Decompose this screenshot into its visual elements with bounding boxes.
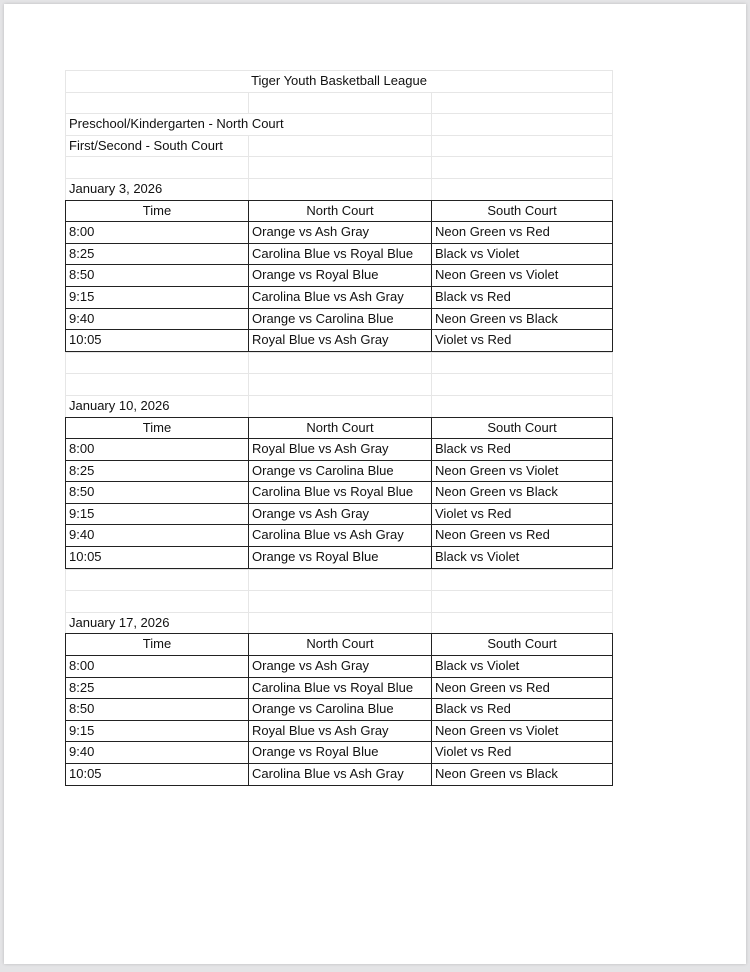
south-court-game: Violet vs Red: [431, 742, 613, 763]
game-time: 9:15: [65, 287, 248, 308]
game-row: [65, 524, 613, 546]
south-court-header: South Court: [431, 418, 613, 439]
court-note-row: [65, 135, 613, 157]
game-row: [65, 546, 613, 569]
game-row: [65, 243, 613, 265]
time-header: Time: [65, 201, 248, 222]
north-court-game: Orange vs Royal Blue: [248, 742, 431, 763]
game-row: [65, 286, 613, 308]
north-court-game: Carolina Blue vs Ash Gray: [248, 764, 431, 785]
game-time: 8:50: [65, 482, 248, 503]
game-time: 9:40: [65, 309, 248, 330]
north-court-game: Orange vs Ash Gray: [248, 504, 431, 525]
blank-row: [65, 352, 613, 374]
north-court-game: Royal Blue vs Ash Gray: [248, 721, 431, 742]
week-date: January 17, 2026: [65, 613, 248, 634]
week-block: [65, 612, 613, 786]
schedule-sheet: [65, 70, 613, 786]
game-time: 10:05: [65, 764, 248, 785]
south-court-game: Neon Green vs Violet: [431, 721, 613, 742]
south-court-game: Black vs Violet: [431, 244, 613, 265]
north-court-game: Orange vs Ash Gray: [248, 656, 431, 677]
game-time: 10:05: [65, 547, 248, 568]
game-row: [65, 329, 613, 352]
court-note: Preschool/Kindergarten - North Court: [65, 114, 431, 135]
game-row: [65, 460, 613, 482]
game-row: [65, 264, 613, 286]
north-court-game: Royal Blue vs Ash Gray: [248, 330, 431, 351]
north-court-game: Carolina Blue vs Royal Blue: [248, 482, 431, 503]
south-court-game: Neon Green vs Red: [431, 678, 613, 699]
blank-row: [65, 373, 613, 395]
south-court-game: Black vs Red: [431, 287, 613, 308]
header-row: [65, 633, 613, 655]
game-row: [65, 308, 613, 330]
game-time: 8:25: [65, 461, 248, 482]
time-header: Time: [65, 418, 248, 439]
north-court-game: Orange vs Carolina Blue: [248, 699, 431, 720]
game-row: [65, 720, 613, 742]
south-court-game: Violet vs Red: [431, 504, 613, 525]
game-row: [65, 698, 613, 720]
north-court-game: Orange vs Carolina Blue: [248, 461, 431, 482]
game-time: 8:00: [65, 222, 248, 243]
south-court-game: Neon Green vs Red: [431, 222, 613, 243]
date-row: [65, 395, 613, 417]
game-row: [65, 503, 613, 525]
game-time: 8:25: [65, 678, 248, 699]
south-court-header: South Court: [431, 634, 613, 655]
week-date: January 10, 2026: [65, 396, 248, 417]
north-court-header: North Court: [248, 634, 431, 655]
game-time: 8:00: [65, 439, 248, 460]
north-court-header: North Court: [248, 201, 431, 222]
north-court-game: Orange vs Ash Gray: [248, 222, 431, 243]
north-court-game: Carolina Blue vs Royal Blue: [248, 678, 431, 699]
south-court-game: Black vs Red: [431, 699, 613, 720]
south-court-game: Neon Green vs Violet: [431, 265, 613, 286]
game-time: 8:50: [65, 699, 248, 720]
north-court-game: Orange vs Carolina Blue: [248, 309, 431, 330]
blank-row: [65, 92, 613, 114]
header-row: [65, 200, 613, 222]
north-court-game: Orange vs Royal Blue: [248, 547, 431, 568]
game-time: 8:50: [65, 265, 248, 286]
south-court-game: Neon Green vs Black: [431, 764, 613, 785]
game-row: [65, 221, 613, 243]
date-row: [65, 612, 613, 634]
game-time: 9:40: [65, 742, 248, 763]
south-court-game: Black vs Violet: [431, 656, 613, 677]
game-time: 9:15: [65, 504, 248, 525]
north-court-game: Carolina Blue vs Ash Gray: [248, 525, 431, 546]
week-date: January 3, 2026: [65, 179, 248, 200]
game-row: [65, 741, 613, 763]
game-row: [65, 655, 613, 677]
blank-row: [65, 590, 613, 612]
south-court-header: South Court: [431, 201, 613, 222]
north-court-game: Carolina Blue vs Royal Blue: [248, 244, 431, 265]
south-court-game: Black vs Violet: [431, 547, 613, 568]
game-time: 9:15: [65, 721, 248, 742]
league-title: Tiger Youth Basketball League: [65, 71, 613, 92]
time-header: Time: [65, 634, 248, 655]
week-block: [65, 395, 613, 569]
game-time: 9:40: [65, 525, 248, 546]
game-row: [65, 438, 613, 460]
blank-row: [65, 569, 613, 591]
north-court-header: North Court: [248, 418, 431, 439]
date-row: [65, 178, 613, 200]
court-note: First/Second - South Court: [65, 136, 248, 157]
week-block: [65, 178, 613, 352]
title-row: [65, 70, 613, 92]
game-row: [65, 677, 613, 699]
court-note-row: [65, 113, 613, 135]
south-court-game: Neon Green vs Violet: [431, 461, 613, 482]
blank-row: [65, 156, 613, 178]
north-court-game: Orange vs Royal Blue: [248, 265, 431, 286]
north-court-game: Carolina Blue vs Ash Gray: [248, 287, 431, 308]
south-court-game: Violet vs Red: [431, 330, 613, 351]
south-court-game: Neon Green vs Black: [431, 309, 613, 330]
north-court-game: Royal Blue vs Ash Gray: [248, 439, 431, 460]
game-row: [65, 763, 613, 786]
game-time: 8:00: [65, 656, 248, 677]
game-row: [65, 481, 613, 503]
document-page: [4, 4, 746, 964]
south-court-game: Neon Green vs Black: [431, 482, 613, 503]
game-time: 8:25: [65, 244, 248, 265]
header-row: [65, 417, 613, 439]
south-court-game: Black vs Red: [431, 439, 613, 460]
game-time: 10:05: [65, 330, 248, 351]
south-court-game: Neon Green vs Red: [431, 525, 613, 546]
